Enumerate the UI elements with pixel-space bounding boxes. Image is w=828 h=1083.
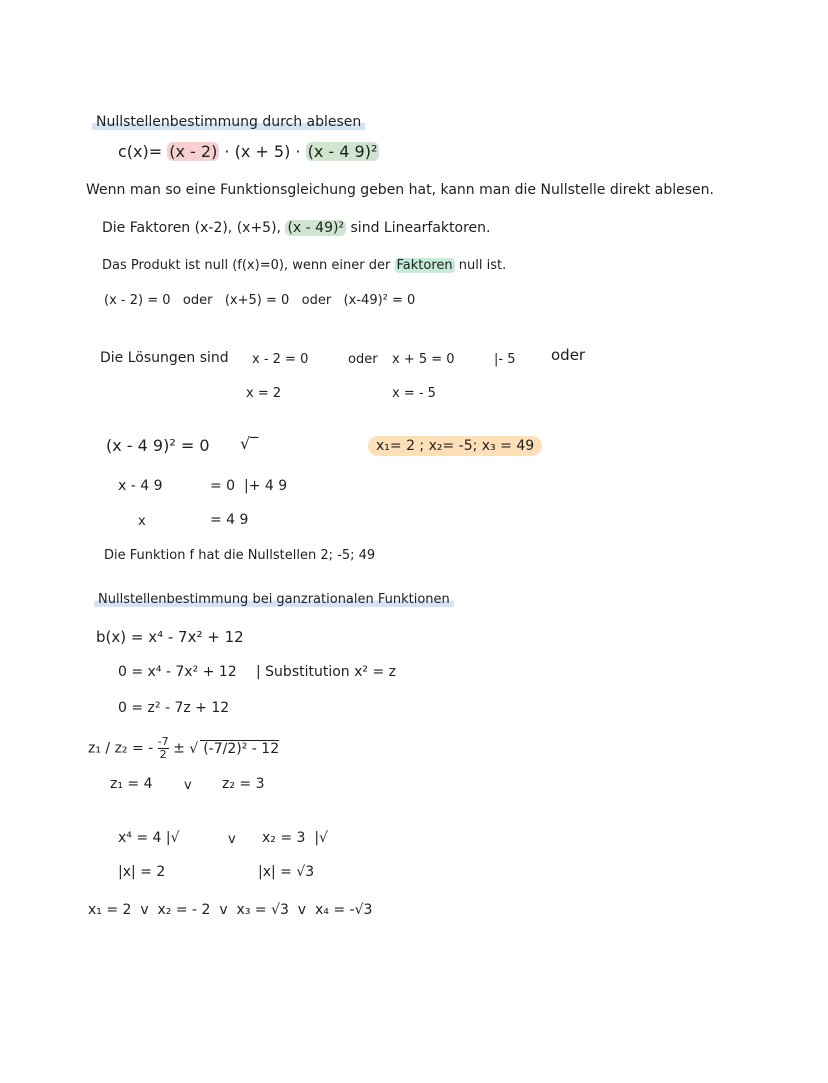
- factor-2: (x + 5): [234, 142, 291, 161]
- or-symbol-2: v: [228, 832, 236, 847]
- solutions-label: Die Lösungen sind: [100, 350, 229, 366]
- square-eq-line-3-left: x: [138, 514, 146, 529]
- x-eq-2: x₂ = 3 |√: [262, 830, 328, 846]
- section-heading-ablesen: [92, 114, 365, 131]
- conclusion: Die Funktion f hat die Nullstellen 2; -5; 49: [104, 548, 376, 563]
- pq-formula: [88, 736, 279, 761]
- x-eq-1: x⁴ = 4 |√: [118, 830, 180, 846]
- product-highlight: Faktoren: [396, 258, 453, 273]
- result-box-text: x₁= 2 ; x₂= -5; x₃ = 49: [368, 436, 542, 456]
- factors-squared: (x - 49)²: [287, 220, 345, 236]
- pq-frac-den: 2: [159, 748, 167, 762]
- solution-op-2: |- 5: [494, 352, 516, 367]
- pq-frac-num: -7: [157, 735, 169, 748]
- product-line: [102, 258, 506, 274]
- product-text-after: null ist.: [458, 258, 507, 273]
- pq-root: (-7/2)² - 12: [200, 740, 279, 757]
- substitution-eq: 0 = x⁴ - 7x² + 12: [118, 664, 237, 680]
- heading-2-text: Nullstellenbestimmung bei ganzrationalen Funktionen: [94, 592, 454, 607]
- solution-result-1: x = 2: [246, 386, 282, 401]
- solution-eq-1: x - 2 = 0: [252, 352, 309, 367]
- solution-oder-1: oder: [348, 352, 378, 367]
- heading-text: Nullstellenbestimmung durch ablesen: [92, 114, 365, 130]
- sqrt-icon: √‾: [240, 434, 259, 453]
- solution-eq-2: x + 5 = 0: [392, 352, 455, 367]
- factors-list: (x-2), (x+5),: [194, 220, 282, 236]
- final-solutions: x₁ = 2 v x₂ = - 2 v x₃ = √3 v x₄ = -√3: [88, 902, 373, 918]
- pq-plus-minus: ±: [173, 740, 185, 757]
- function-c: [118, 142, 379, 161]
- product-text-before: Das Produkt ist null (f(x)=0), wenn einer der: [102, 258, 391, 273]
- factor-1: (x - 2): [169, 142, 218, 161]
- solution-result-2: x = - 5: [392, 386, 436, 401]
- solution-oder-2: oder: [551, 346, 586, 364]
- square-eq-line-3-right: = 4 9: [210, 512, 249, 528]
- square-eq-line-2-left: x - 4 9: [118, 478, 163, 494]
- function-b: b(x) = x⁴ - 7x² + 12: [96, 628, 244, 646]
- section-heading-ganzrational: [94, 592, 454, 608]
- intro-sentence: Wenn man so eine Funktionsgleichung geben hat, kann man die Nullstelle direkt ablesen.: [86, 182, 714, 198]
- substitution-note: | Substitution x² = z: [256, 664, 396, 680]
- square-eq-line-1: (x - 4 9)² = 0: [106, 436, 210, 455]
- dot-2: ·: [295, 142, 301, 161]
- abs-eq-2: |x| = √3: [258, 864, 315, 880]
- dot-1: ·: [224, 142, 230, 161]
- pq-fraction: [158, 736, 169, 761]
- factors-line: [102, 220, 490, 237]
- square-eq-line-2-right: = 0 |+ 4 9: [210, 478, 288, 494]
- z1-result: z₁ = 4: [110, 776, 153, 792]
- factors-suffix: sind Linearfaktoren.: [350, 220, 491, 236]
- z-equation: 0 = z² - 7z + 12: [118, 700, 230, 716]
- equations-line: (x - 2) = 0 oder (x+5) = 0 oder (x-49)² = 0: [104, 293, 416, 308]
- abs-eq-1: |x| = 2: [118, 864, 166, 880]
- or-symbol-1: v: [184, 778, 192, 793]
- z2-result: z₂ = 3: [222, 776, 265, 792]
- result-box: [368, 438, 542, 455]
- function-c-prefix: c(x)=: [118, 142, 163, 161]
- pq-left: z₁ / z₂ = -: [88, 740, 154, 757]
- pq-root-icon: [189, 741, 198, 757]
- factors-prefix: Die Faktoren: [102, 220, 191, 236]
- factor-3: (x - 4 9)²: [307, 142, 378, 161]
